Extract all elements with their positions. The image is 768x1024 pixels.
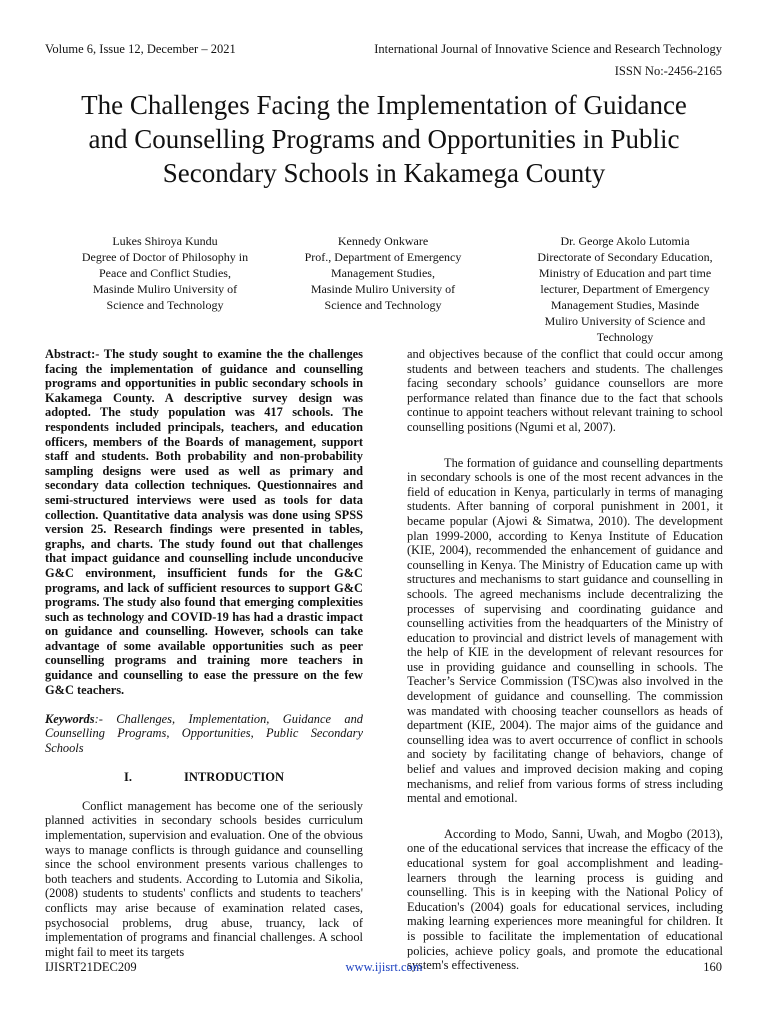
author-line: Ministry of Education and part time xyxy=(538,266,712,280)
author-line: Kennedy Onkware xyxy=(337,234,429,248)
paragraph: The formation of guidance and counselling departments in secondary schools is one of the most recent advances in the field of education in Kenya, particularly in terms of managing students. After banning of corporal punishment in 2001, it became popular (Ajowi & Simatwa, 2010). The development plan 1999-2000, according to Kenya Institute of Education (KIE, 2004), recommended the enhancement of guidance and counselling in Kenya. The Ministry of Education came up with structures and mechanisms to start guidance and counselling in schools. The agreed mechanisms include decentralizing the processes of supervising and coordinating guidance and counselling activities from the headquarters of the Ministry of education to provincial and district levels of management with the help of KIE in the development of relevant resources for use in providing guidance and counselling in schools. The Teacher’s Service Commission (TSC)was also involved in the development of guidance and counselling. The commission was mandated with choosing teacher counsellors as heads of department (KIE, 2004). The major aims of the guidance and counselling idea was to avert occurrence of conflict in schools and society by facilitating change of behaviors, change of belief and values and improved decision making and coping mechanisms, and relief from various forms of stress including mental and emotional. xyxy=(407,455,723,806)
left-column xyxy=(45,347,363,974)
paragraph: According to Modo, Sanni, Uwah, and Mogbo (2013), one of the educational services that increase the efficacy of the educational system for goal accomplishment and leading-learners through the learning process is guiding and counselling. This is in keeping with the National Policy of Education's (2004) goals for educational services, including making learning experiences more meaningful for children. It is possible to facilitate the implementation of educational policies, achieve policy goals, and promote the educational system's effectiveness. xyxy=(407,826,723,973)
issn: ISSN No:-2456-2165 xyxy=(614,64,722,78)
author-line: Directorate of Secondary Education, xyxy=(537,250,713,264)
keywords-label: Keywords xyxy=(45,711,95,726)
author-line: Management Studies, xyxy=(331,266,435,280)
footer-article-id: IJISRT21DEC209 xyxy=(45,960,137,974)
author-line: Masinde Muliro University of xyxy=(310,282,456,296)
paragraph: Conflict management has become one of the seriously planned activities in secondary schools besides curriculum implementation, supervision and evaluation. One of the obvious ways to manage conflicts is through guidance and counselling since the school environment presents various challenges to both teachers and students. According to Lutomia and Sikolia, (2008) students to students' conflicts and students to teachers' conflicts may arise because of examination related cases, psychosocial problems, drug abuse, truancy, lack of implementation of programs and financial challenges. A school might fail to meet its targets xyxy=(45,798,363,959)
author-line: Degree of Doctor of Philosophy in xyxy=(81,250,249,264)
journal-name: International Journal of Innovative Science and Research Technology xyxy=(374,42,722,56)
author-line: Management Studies, Masinde xyxy=(550,298,700,312)
author-2 xyxy=(258,233,508,313)
author-1 xyxy=(40,233,290,313)
volume-info: Volume 6, Issue 12, December – 2021 xyxy=(45,42,236,56)
author-line: Science and Technology xyxy=(324,298,442,312)
footer-url-link[interactable]: www.ijisrt.com xyxy=(345,960,423,974)
author-line: Science and Technology xyxy=(106,298,224,312)
page-number: 160 xyxy=(703,960,722,974)
author-3 xyxy=(500,233,750,345)
author-line: Dr. George Akolo Lutomia xyxy=(560,234,690,248)
section-title: INTRODUCTION xyxy=(183,770,284,785)
keywords-text: :- Challenges, Implementation, Guidance and Counselling Programs, Opportunities, Public Secondary Schools xyxy=(45,711,363,756)
paper-title: The Challenges Facing the Implementation of Guidance and Counselling Programs and Opportunities in Public Secondary Schools in Kakamega County xyxy=(81,90,687,188)
paragraph: and objectives because of the conflict that could occur among students and between teachers and students. The challenges facing secondary schools’ guidance counsellors are more performance related than finance due to the fact that schools continue to appoint teachers without relevant training to school counselling positions (Ngumi et al, 2007). xyxy=(407,347,723,434)
right-column xyxy=(407,347,723,987)
author-line: Peace and Conflict Studies, xyxy=(99,266,231,280)
section-heading xyxy=(45,770,363,785)
section-number: I. xyxy=(123,770,132,785)
author-line: lecturer, Department of Emergency xyxy=(540,282,710,296)
author-line: Prof., Department of Emergency xyxy=(304,250,462,264)
author-line: Muliro University of Science and xyxy=(544,314,706,328)
author-line: Lukes Shiroya Kundu xyxy=(112,234,218,248)
author-line: Technology xyxy=(596,330,654,344)
abstract: Abstract:- The study sought to examine the the challenges facing the implementation of guidance and counselling programs and opportunities in public secondary schools in Kakamega County. A descriptive survey design was adopted. The study population was 417 schools. The respondents included principals, teachers, and education officers, members of the Boards of management, support staff and students. Both probability and non-probability sampling designs were used as well as primary and secondary data collection techniques. Questionnaires and semi-structured interviews were used as tools for data collection. Quantitative data analysis was done using SPSS version 25. Research findings were presented in tables, graphs, and charts. The study found out that challenges that impact guidance and counselling include unconducive G&C environment, insufficient funds for the G&C programs, and lack of sufficient resources to support G&C programs. The study also found that emerging complexities such as technology and COVID-19 has had a drastic impact on guidance and counselling. However, schools can take advantage of some available opportunities such as peer counselling programs and training more teachers in guidance and counselling to ease the pressure on the few G&C teachers. xyxy=(45,347,363,697)
keywords xyxy=(45,712,363,756)
author-line: Masinde Muliro University of xyxy=(92,282,238,296)
